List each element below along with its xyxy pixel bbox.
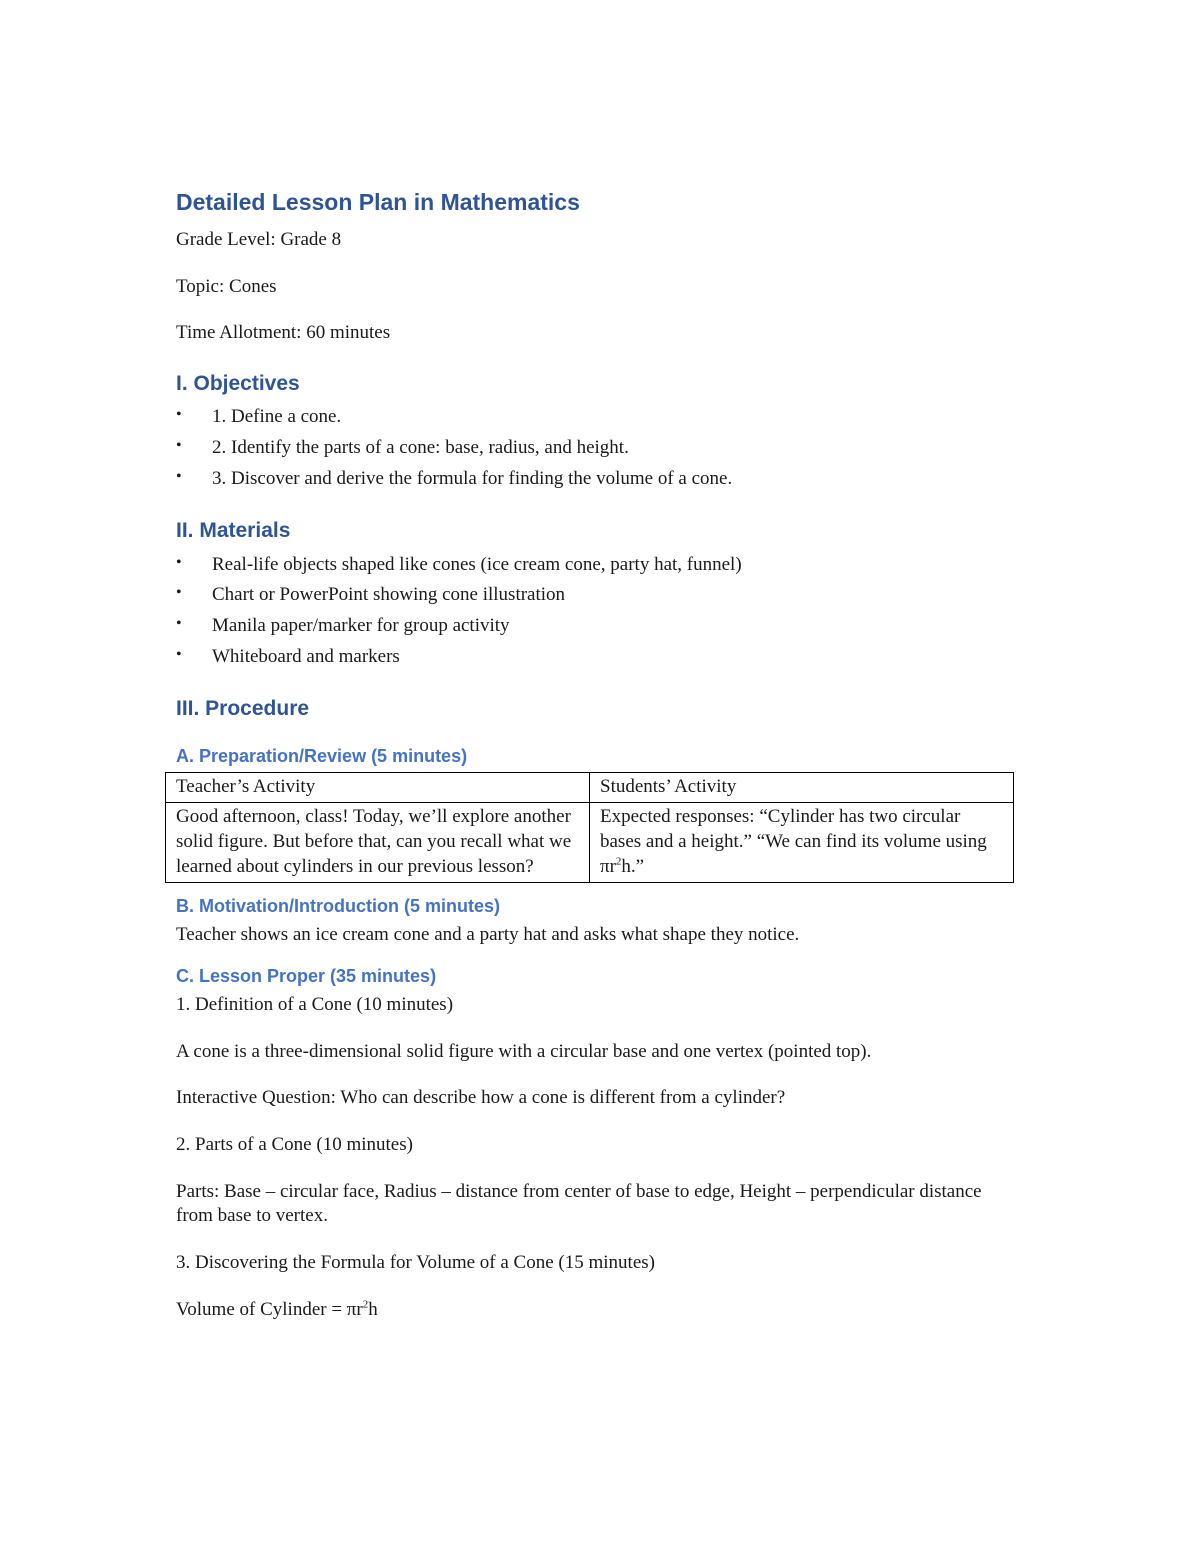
bullet-icon: •: [176, 614, 182, 632]
bullet-icon: •: [176, 553, 182, 571]
list-item: [176, 553, 1016, 578]
students-text-end: h.”: [621, 856, 645, 878]
lesson-proper-heading: C. Lesson Proper (35 minutes): [176, 966, 437, 987]
parts-text: Parts: Base – circular face, Radius – distance from center of base to edge, Height – perpendicular distance from base to vertex.: [176, 1180, 982, 1227]
students-text: Expected responses: “Cylinder has two circular bases and a height.” “We can find its volume using πr: [600, 806, 987, 878]
superscript: 2: [362, 1298, 369, 1311]
formula-title: 3. Discovering the Formula for Volume of a Cone (15 minutes): [176, 1251, 655, 1273]
material-text: Whiteboard and markers: [212, 645, 400, 667]
objective-text: 2. Identify the parts of a cone: base, radius, and height.: [212, 436, 629, 458]
materials-list: [176, 553, 1016, 670]
motivation-heading: B. Motivation/Introduction (5 minutes): [176, 896, 500, 917]
material-text: Chart or PowerPoint showing cone illustration: [212, 584, 566, 606]
document-title: Detailed Lesson Plan in Mathematics: [176, 189, 580, 215]
material-text: Real-life objects shaped like cones (ice cream cone, party hat, funnel): [212, 553, 742, 575]
volume-text-end: h: [368, 1298, 378, 1320]
materials-heading: II. Materials: [176, 519, 291, 543]
list-item: [176, 436, 1016, 461]
preparation-heading: A. Preparation/Review (5 minutes): [176, 745, 468, 766]
objectives-heading: I. Objectives: [176, 371, 300, 395]
bullet-icon: •: [176, 584, 182, 602]
time-allotment: Time Allotment: 60 minutes: [176, 322, 391, 344]
volume-formula: [176, 1298, 1016, 1323]
bullet-icon: •: [176, 436, 182, 454]
bullet-icon: •: [176, 467, 182, 485]
list-item: [176, 645, 1016, 670]
definition-title: 1. Definition of a Cone (10 minutes): [176, 993, 454, 1015]
superscript: 2: [615, 855, 622, 868]
activity-table: [165, 772, 1014, 883]
table-row: [166, 803, 1014, 883]
objective-text: 1. Define a cone.: [212, 406, 342, 428]
procedure-heading: III. Procedure: [176, 697, 310, 721]
interactive-question: Interactive Question: Who can describe how a cone is different from a cylinder?: [176, 1087, 786, 1109]
bullet-icon: •: [176, 645, 182, 663]
parts-title: 2. Parts of a Cone (10 minutes): [176, 1133, 413, 1155]
list-item: [176, 405, 1016, 430]
bullet-icon: •: [176, 406, 182, 424]
students-activity-header: Students’ Activity: [590, 773, 1014, 803]
grade-level: Grade Level: Grade 8: [176, 228, 342, 250]
list-item: [176, 583, 1016, 608]
list-item: [176, 467, 1016, 492]
objective-text: 3. Discover and derive the formula for finding the volume of a cone.: [212, 467, 733, 489]
topic: Topic: Cones: [176, 275, 277, 297]
motivation-text: Teacher shows an ice cream cone and a party hat and asks what shape they notice.: [176, 923, 800, 945]
objectives-list: [176, 405, 1016, 491]
list-item: [176, 614, 1016, 639]
volume-text: Volume of Cylinder = πr: [176, 1298, 363, 1320]
table-row: [166, 773, 1014, 803]
material-text: Manila paper/marker for group activity: [212, 614, 510, 636]
students-activity-cell: [590, 803, 1014, 883]
definition-text: A cone is a three-dimensional solid figure with a circular base and one vertex (pointed top).: [176, 1040, 872, 1062]
teacher-activity-header: Teacher’s Activity: [166, 773, 590, 803]
lesson-plan-page: [176, 188, 1016, 1344]
teacher-activity-cell: Good afternoon, class! Today, we’ll explore another solid figure. But before that, can you recall what we learned about cylinders in our previous lesson?: [166, 803, 590, 883]
